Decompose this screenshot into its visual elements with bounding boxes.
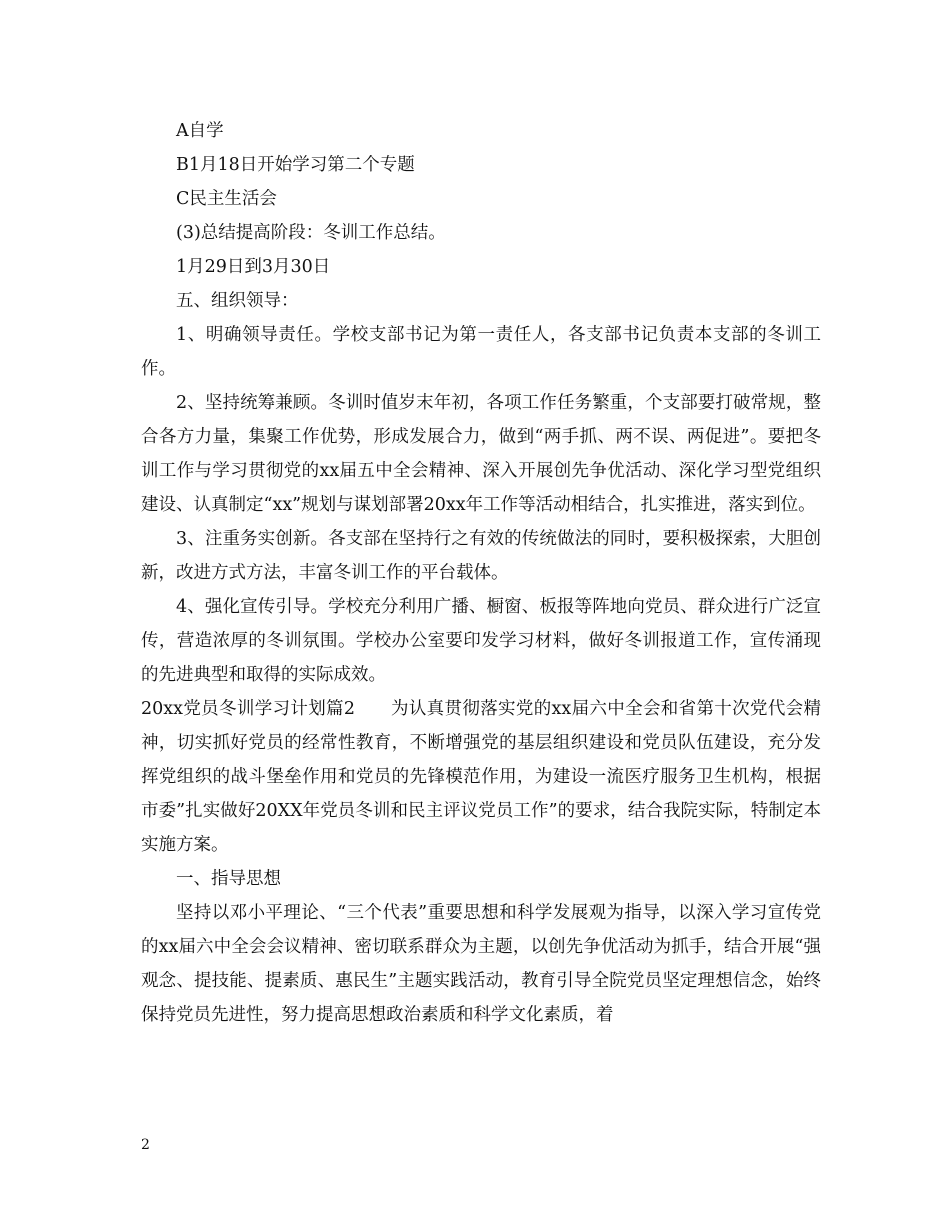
section-heading-organization: 五、组织领导： (176, 291, 299, 311)
paragraph-date-range: 1月29日到3月30日 (176, 257, 331, 277)
paragraph-guiding-ideology: 坚持以邓小平理论、“三个代表”重要思想和科学发展观为指导，以深入学习宣传党的xx届六中全会会议精神、密切联系群众为主题，以创先争优活动为抓手，结合开展“强观念、提技能、提素质、惠民生”主题实践活动，教育引导全院党员坚定理想信念，始终保持党员先进性，努力提高思想政治素质和科学文化素质，着 (141, 903, 821, 1025)
document-body (141, 114, 821, 1032)
page-number: 2 (141, 1137, 150, 1153)
paragraph-second-topic: B1月18日开始学习第二个专题 (176, 155, 415, 175)
paragraph-self-study: A自学 (176, 121, 224, 141)
paragraph-summary-stage: (3)总结提高阶段：冬训工作总结。 (176, 223, 446, 243)
paragraph-publicity: 4、强化宣传引导。学校充分利用广播、橱窗、板报等阵地向党员、群众进行广泛宣传，营造浓厚的冬训氛围。学校办公室要印发学习材料，做好冬训报道工作，宣传涌现的先进典型和取得的实际成效。 (141, 597, 821, 685)
paragraph-innovation: 3、注重务实创新。各支部在坚持行之有效的传统做法的同时，要积极探索，大胆创新，改进方式方法，丰富冬训工作的平台载体。 (141, 529, 821, 583)
paragraph-plan-part-2: 20xx党员冬训学习计划篇2 为认真贯彻落实党的xx届六中全会和省第十次党代会精神，切实抓好党员的经常性教育，不断增强党的基层组织建设和党员队伍建设，充分发挥党组织的战斗堡垒作用和党员的先锋模范作用，为建设一流医疗服务卫生机构，根据市委”扎实做好20XX年党员冬训和民主评议党员工作”的要求，结合我院实际，特制定本实施方案。 (141, 699, 821, 855)
section-heading-guiding-ideology: 一、指导思想 (176, 869, 281, 889)
paragraph-leadership-responsibility: 1、明确领导责任。学校支部书记为第一责任人，各支部书记负责本支部的冬训工作。 (141, 325, 821, 379)
paragraph-overall-planning: 2、坚持统筹兼顾。冬训时值岁末年初，各项工作任务繁重，个支部要打破常规，整合各方力量，集聚工作优势，形成发展合力，做到“两手抓、两不误、两促进”。要把冬训工作与学习贯彻党的xx届五中全会精神、深入开展创先争优活动、深化学习型党组织建设、认真制定“xx”规划与谋划部署20xx年工作等活动相结合，扎实推进，落实到位。 (141, 393, 821, 515)
paragraph-democratic-life-meeting: C民主生活会 (176, 189, 277, 209)
